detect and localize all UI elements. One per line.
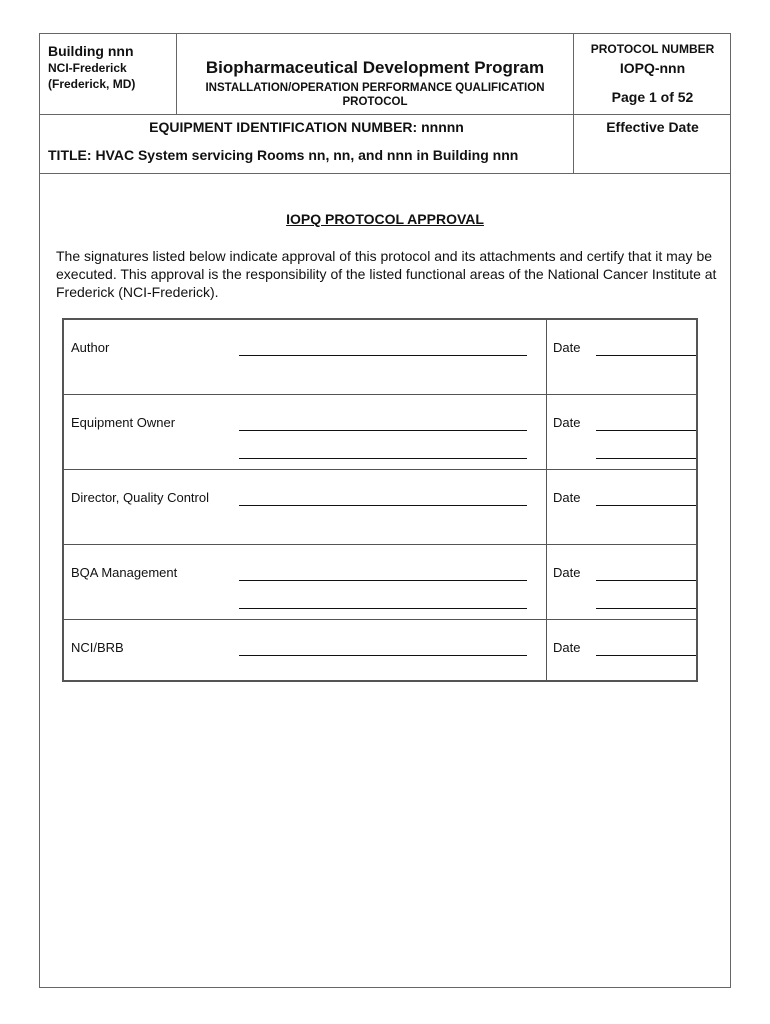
- date-line[interactable]: [596, 655, 696, 656]
- approval-text: The signatures listed below indicate approval of this protocol and its attachments and certify that it may be executed. This approval is the responsibility of the listed functional areas of the National Cancer Institute at Frederick (NCI-Frederick).: [56, 248, 717, 300]
- header-protocol-block: [573, 34, 730, 173]
- date-label: Date: [553, 340, 581, 355]
- date-label: Date: [553, 565, 581, 580]
- role-label: Author: [71, 340, 110, 355]
- approval-heading: IOPQ PROTOCOL APPROVAL: [286, 211, 484, 227]
- signature-line[interactable]: [239, 430, 527, 431]
- signature-line[interactable]: [239, 505, 527, 506]
- date-line[interactable]: [596, 430, 696, 431]
- title-prefix: TITLE: [48, 147, 87, 163]
- equipment-id: EQUIPMENT IDENTIFICATION NUMBER: nnnnn: [149, 119, 464, 135]
- protocol-number: IOPQ-nnn: [619, 60, 686, 76]
- date-line[interactable]: [596, 580, 696, 581]
- building-label: Building nnn: [48, 43, 134, 59]
- role-label: Equipment Owner: [71, 415, 176, 430]
- institute-label: NCI-Frederick: [48, 61, 127, 75]
- signature-row-equipment-owner: [64, 395, 696, 470]
- signature-table: [62, 318, 698, 682]
- protocol-subtitle: INSTALLATION/OPERATION PERFORMANCE QUALIFICATION PROTOCOL: [205, 82, 545, 108]
- document-title: [48, 147, 518, 163]
- role-label: BQA Management: [71, 565, 178, 580]
- header-institution-block: [40, 34, 177, 114]
- header-bottom-divider: [40, 173, 730, 174]
- date-label: Date: [553, 415, 581, 430]
- date-label: Date: [553, 490, 581, 505]
- signature-row-director-quality-control: [64, 470, 696, 545]
- signature-line-lower: [239, 608, 527, 609]
- signature-line-lower: [239, 458, 527, 459]
- role-label: Director, Quality Control: [71, 490, 209, 505]
- program-title: Biopharmaceutical Development Program: [205, 58, 545, 77]
- header-divider: [40, 114, 730, 115]
- document-page: [39, 33, 731, 988]
- signature-row-author: [64, 320, 696, 395]
- date-line[interactable]: [596, 355, 696, 356]
- signature-line[interactable]: [239, 580, 527, 581]
- page-number: Page 1 of 52: [611, 89, 694, 105]
- signature-line[interactable]: [239, 355, 527, 356]
- signature-row-bqa-management: [64, 545, 696, 620]
- location-label: (Frederick, MD): [48, 77, 136, 91]
- signature-line[interactable]: [239, 655, 527, 656]
- effective-date-label: Effective Date: [606, 119, 699, 135]
- header-program-block: [177, 34, 573, 114]
- date-line[interactable]: [596, 505, 696, 506]
- date-label: Date: [553, 640, 581, 655]
- date-line-lower: [596, 458, 696, 459]
- title-text: : HVAC System servicing Rooms nn, nn, and nnn in Building nnn: [86, 147, 519, 163]
- protocol-number-label: PROTOCOL NUMBER: [590, 42, 715, 56]
- date-line-lower: [596, 608, 696, 609]
- signature-row-nci-brb: [64, 620, 696, 680]
- role-label: NCI/BRB: [71, 640, 124, 655]
